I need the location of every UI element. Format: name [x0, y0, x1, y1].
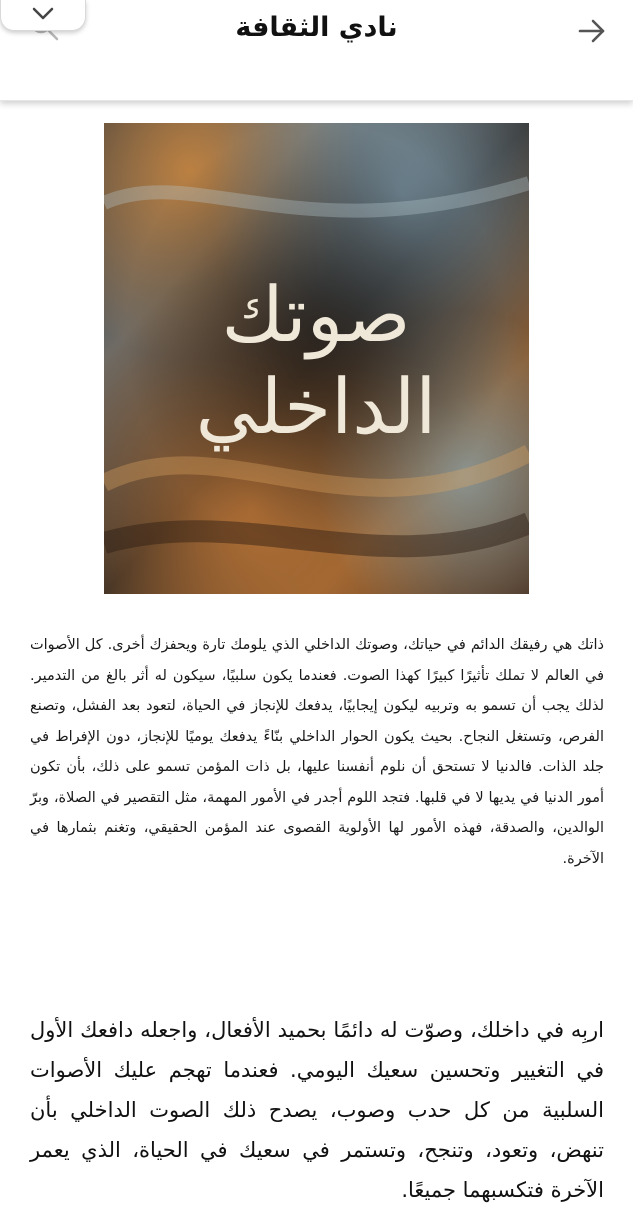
collapse-button[interactable] — [0, 0, 86, 31]
article-image — [104, 123, 529, 594]
article-paragraph-1: ذاتك هي رفيقك الدائم في حياتك، وصوتك الداخلي الذي يلومك تارة ويحفزك أخرى. كل الأصوات في العالم لا تملك تأثيرًا كبيرًا كهذا الصوت. فعندما يكون سلبيًا، سيكون له أثر بالغ من التدمير. لذلك يجب أن تسمو به وتربيه ليكون إيجابيًا، يدفعك للإنجاز في الحياة، لتعود بعد الفشل، وتصنع الفرص، وتستغل النجاح. بحيث يكون الحوار الداخلي بنّاءً يدفعك يوميًا للإنجاز، دون الإفراط في جلد الذات. فالدنيا لا تستحق أن نلوم أنفسنا عليها، بل ذات المؤمن تسمو على ذلك، بأن تكون أمور الدنيا في يديها لا في قلبها. فتجد اللوم أجدر في الأمور المهمة، مثل التقصير في الصلاة، وبرّ الوالدين، والصدقة، فهذه الأمور لها الأولوية القصوى عند المؤمن الحقيقي، وتغنم بثمارها في الآخرة. — [30, 637, 604, 867]
page-title: نادي الثقافة — [235, 12, 398, 43]
arrow-right-icon[interactable] — [575, 14, 609, 48]
article-paragraph-2: اربِه في داخلك، وصوّت له دائمًا بحميد الأفعال، واجعله دافعك الأول في التغيير وتحسين سعيك اليومي. فعندما تهجم عليك الأصوات السلبية من كل حدب وصوب، يصدح ذلك الصوت الداخلي بأن تنهض، وتعود، وتنجح، وتستمر في سعيك في الحياة، الذي يعمر الآخرة فتكسبهما جميعًا. — [30, 1018, 604, 1202]
image-title-line1: صوتك — [221, 270, 411, 359]
top-header — [0, 0, 633, 101]
chevron-down-icon — [31, 6, 55, 22]
image-title-line2: الداخلي — [195, 362, 437, 451]
